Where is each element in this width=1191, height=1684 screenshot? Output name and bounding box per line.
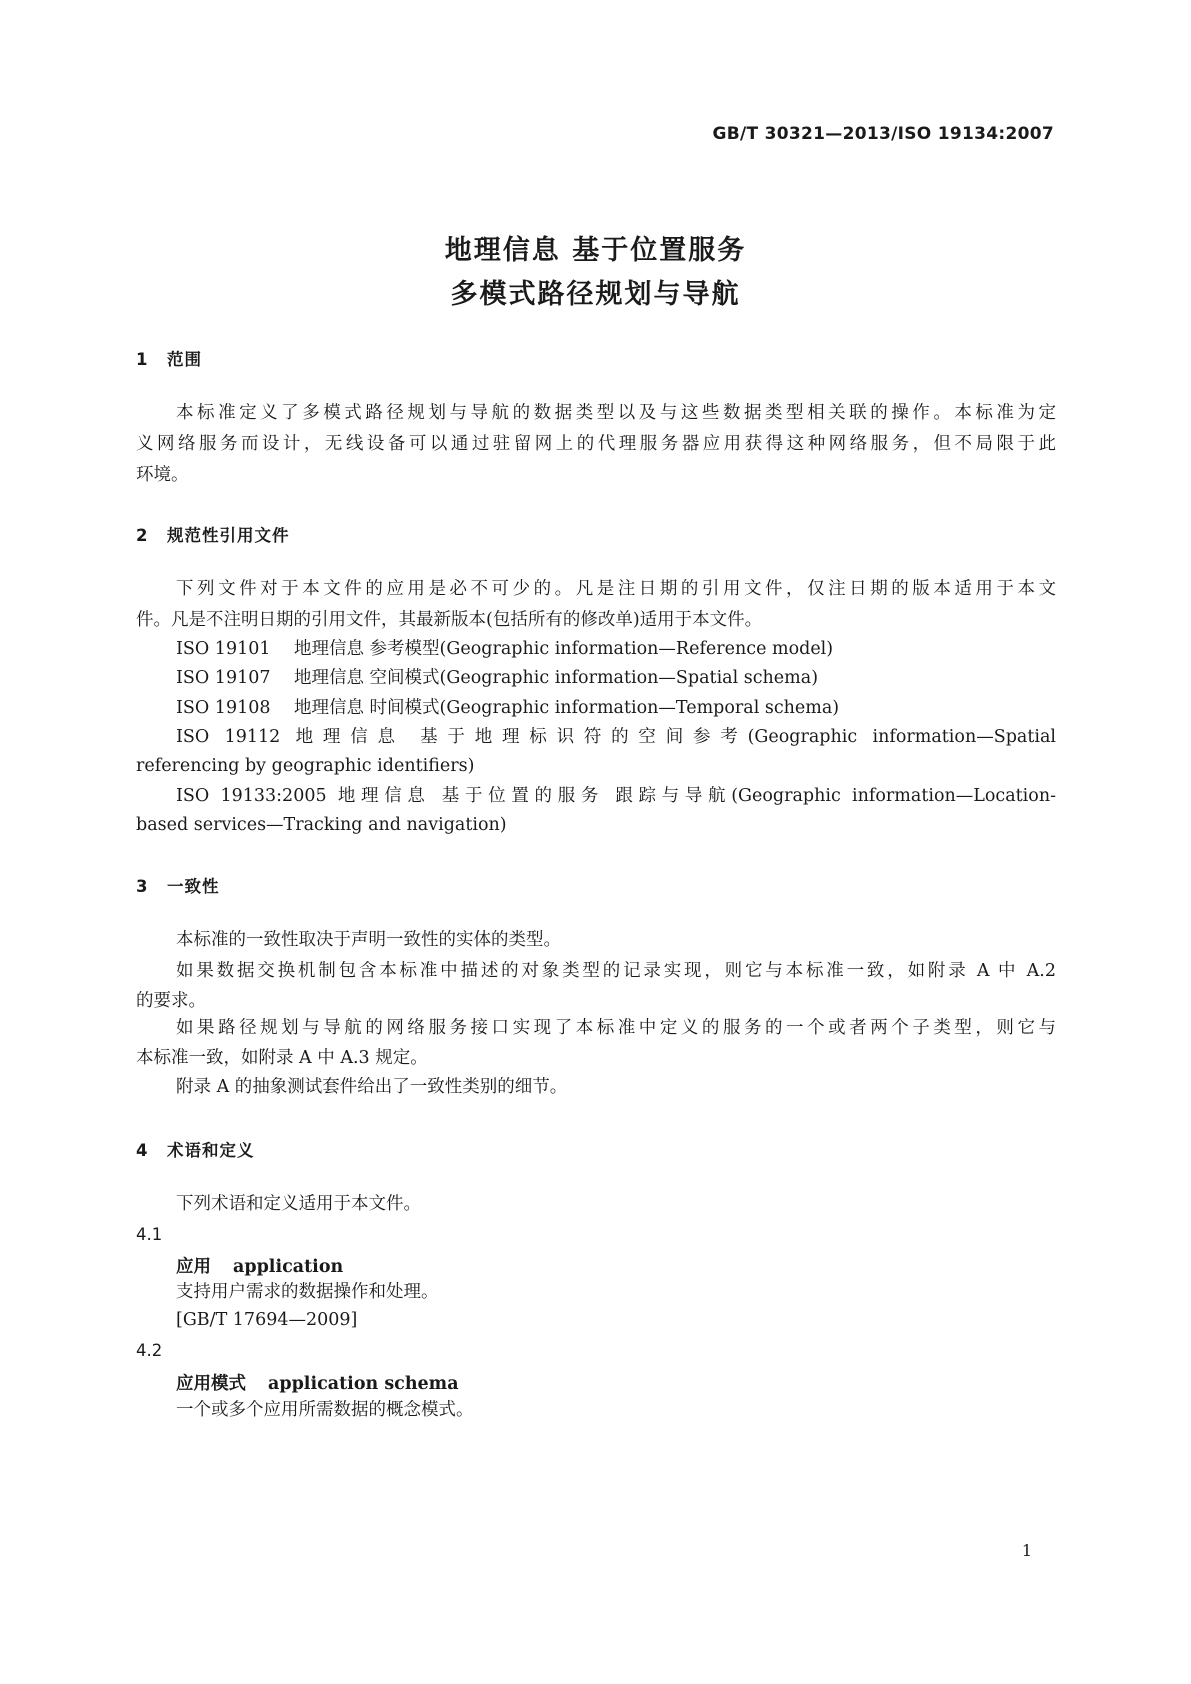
- section-1-heading: 1 范围: [136, 350, 202, 369]
- term-heading: 应用模式 application schema: [176, 1374, 459, 1394]
- section-2-para-line: 下列文件对于本文件的应用是必不可少的。凡是注日期的引用文件，仅注日期的版本适用于本文: [176, 579, 1056, 599]
- term-number: 4.1: [136, 1225, 163, 1244]
- page-number: 1: [1021, 1541, 1032, 1560]
- section-3-para-line: 附录 A 的抽象测试套件给出了一致性类别的细节。: [176, 1077, 568, 1097]
- term-heading: 应用 application: [176, 1257, 344, 1277]
- section-4-para-line: 下列术语和定义适用于本文件。: [176, 1194, 421, 1214]
- reference-item: ISO 19108 地理信息 时间模式(Geographic information—Temporal schema): [176, 698, 840, 718]
- reference-item: ISO 19112 地理信息 基于地理标识符的空间参考(Geographic information—Spatial: [176, 727, 1056, 747]
- section-2-para-line: 件。凡是不注明日期的引用文件，其最新版本(包括所有的修改单)适用于本文件。: [136, 610, 763, 630]
- section-3-para-line: 如果路径规划与导航的网络服务接口实现了本标准中定义的服务的一个或者两个子类型，则它与: [176, 1018, 1056, 1038]
- reference-item: ISO 19101 地理信息 参考模型(Geographic information—Reference model): [176, 639, 834, 659]
- section-4-heading: 4 术语和定义: [136, 1141, 255, 1160]
- section-3-para-line: 如果数据交换机制包含本标准中描述的对象类型的记录实现，则它与本标准一致，如附录 A 中 A.2: [176, 961, 1056, 981]
- section-1-para-line: 本标准定义了多模式路径规划与导航的数据类型以及与这些数据类型相关联的操作。本标准为定: [176, 403, 1056, 423]
- term-definition: 一个或多个应用所需数据的概念模式。: [176, 1400, 474, 1420]
- title-line-2: 多模式路径规划与导航: [450, 279, 741, 310]
- section-1-para-line: 义网络服务而设计，无线设备可以通过驻留网上的代理服务器应用获得这种网络服务，但不局限于此: [136, 434, 1056, 454]
- section-3-para-line: 的要求。: [136, 991, 206, 1011]
- reference-item: ISO 19107 地理信息 空间模式(Geographic information—Spatial schema): [176, 668, 819, 688]
- reference-item-continued: referencing by geographic identifiers): [136, 756, 475, 776]
- section-3-para-line: 本标准的一致性取决于声明一致性的实体的类型。: [176, 930, 561, 950]
- section-3-heading: 3 一致性: [136, 877, 220, 896]
- reference-item-continued: based services—Tracking and navigation): [136, 815, 507, 835]
- standard-code: GB/T 30321—2013/ISO 19134:2007: [712, 124, 1054, 144]
- reference-item: ISO 19133:2005 地理信息 基于位置的服务 跟踪与导航(Geographic information—Location-: [176, 786, 1056, 806]
- section-3-para-line: 本标准一致，如附录 A 中 A.3 规定。: [136, 1048, 428, 1068]
- section-1-para-line: 环境。: [136, 465, 189, 485]
- term-source: [GB/T 17694—2009]: [176, 1310, 358, 1330]
- section-2-heading: 2 规范性引用文件: [136, 526, 290, 545]
- term-number: 4.2: [136, 1341, 163, 1360]
- title-line-1: 地理信息 基于位置服务: [444, 235, 747, 266]
- term-definition: 支持用户需求的数据操作和处理。: [176, 1282, 439, 1302]
